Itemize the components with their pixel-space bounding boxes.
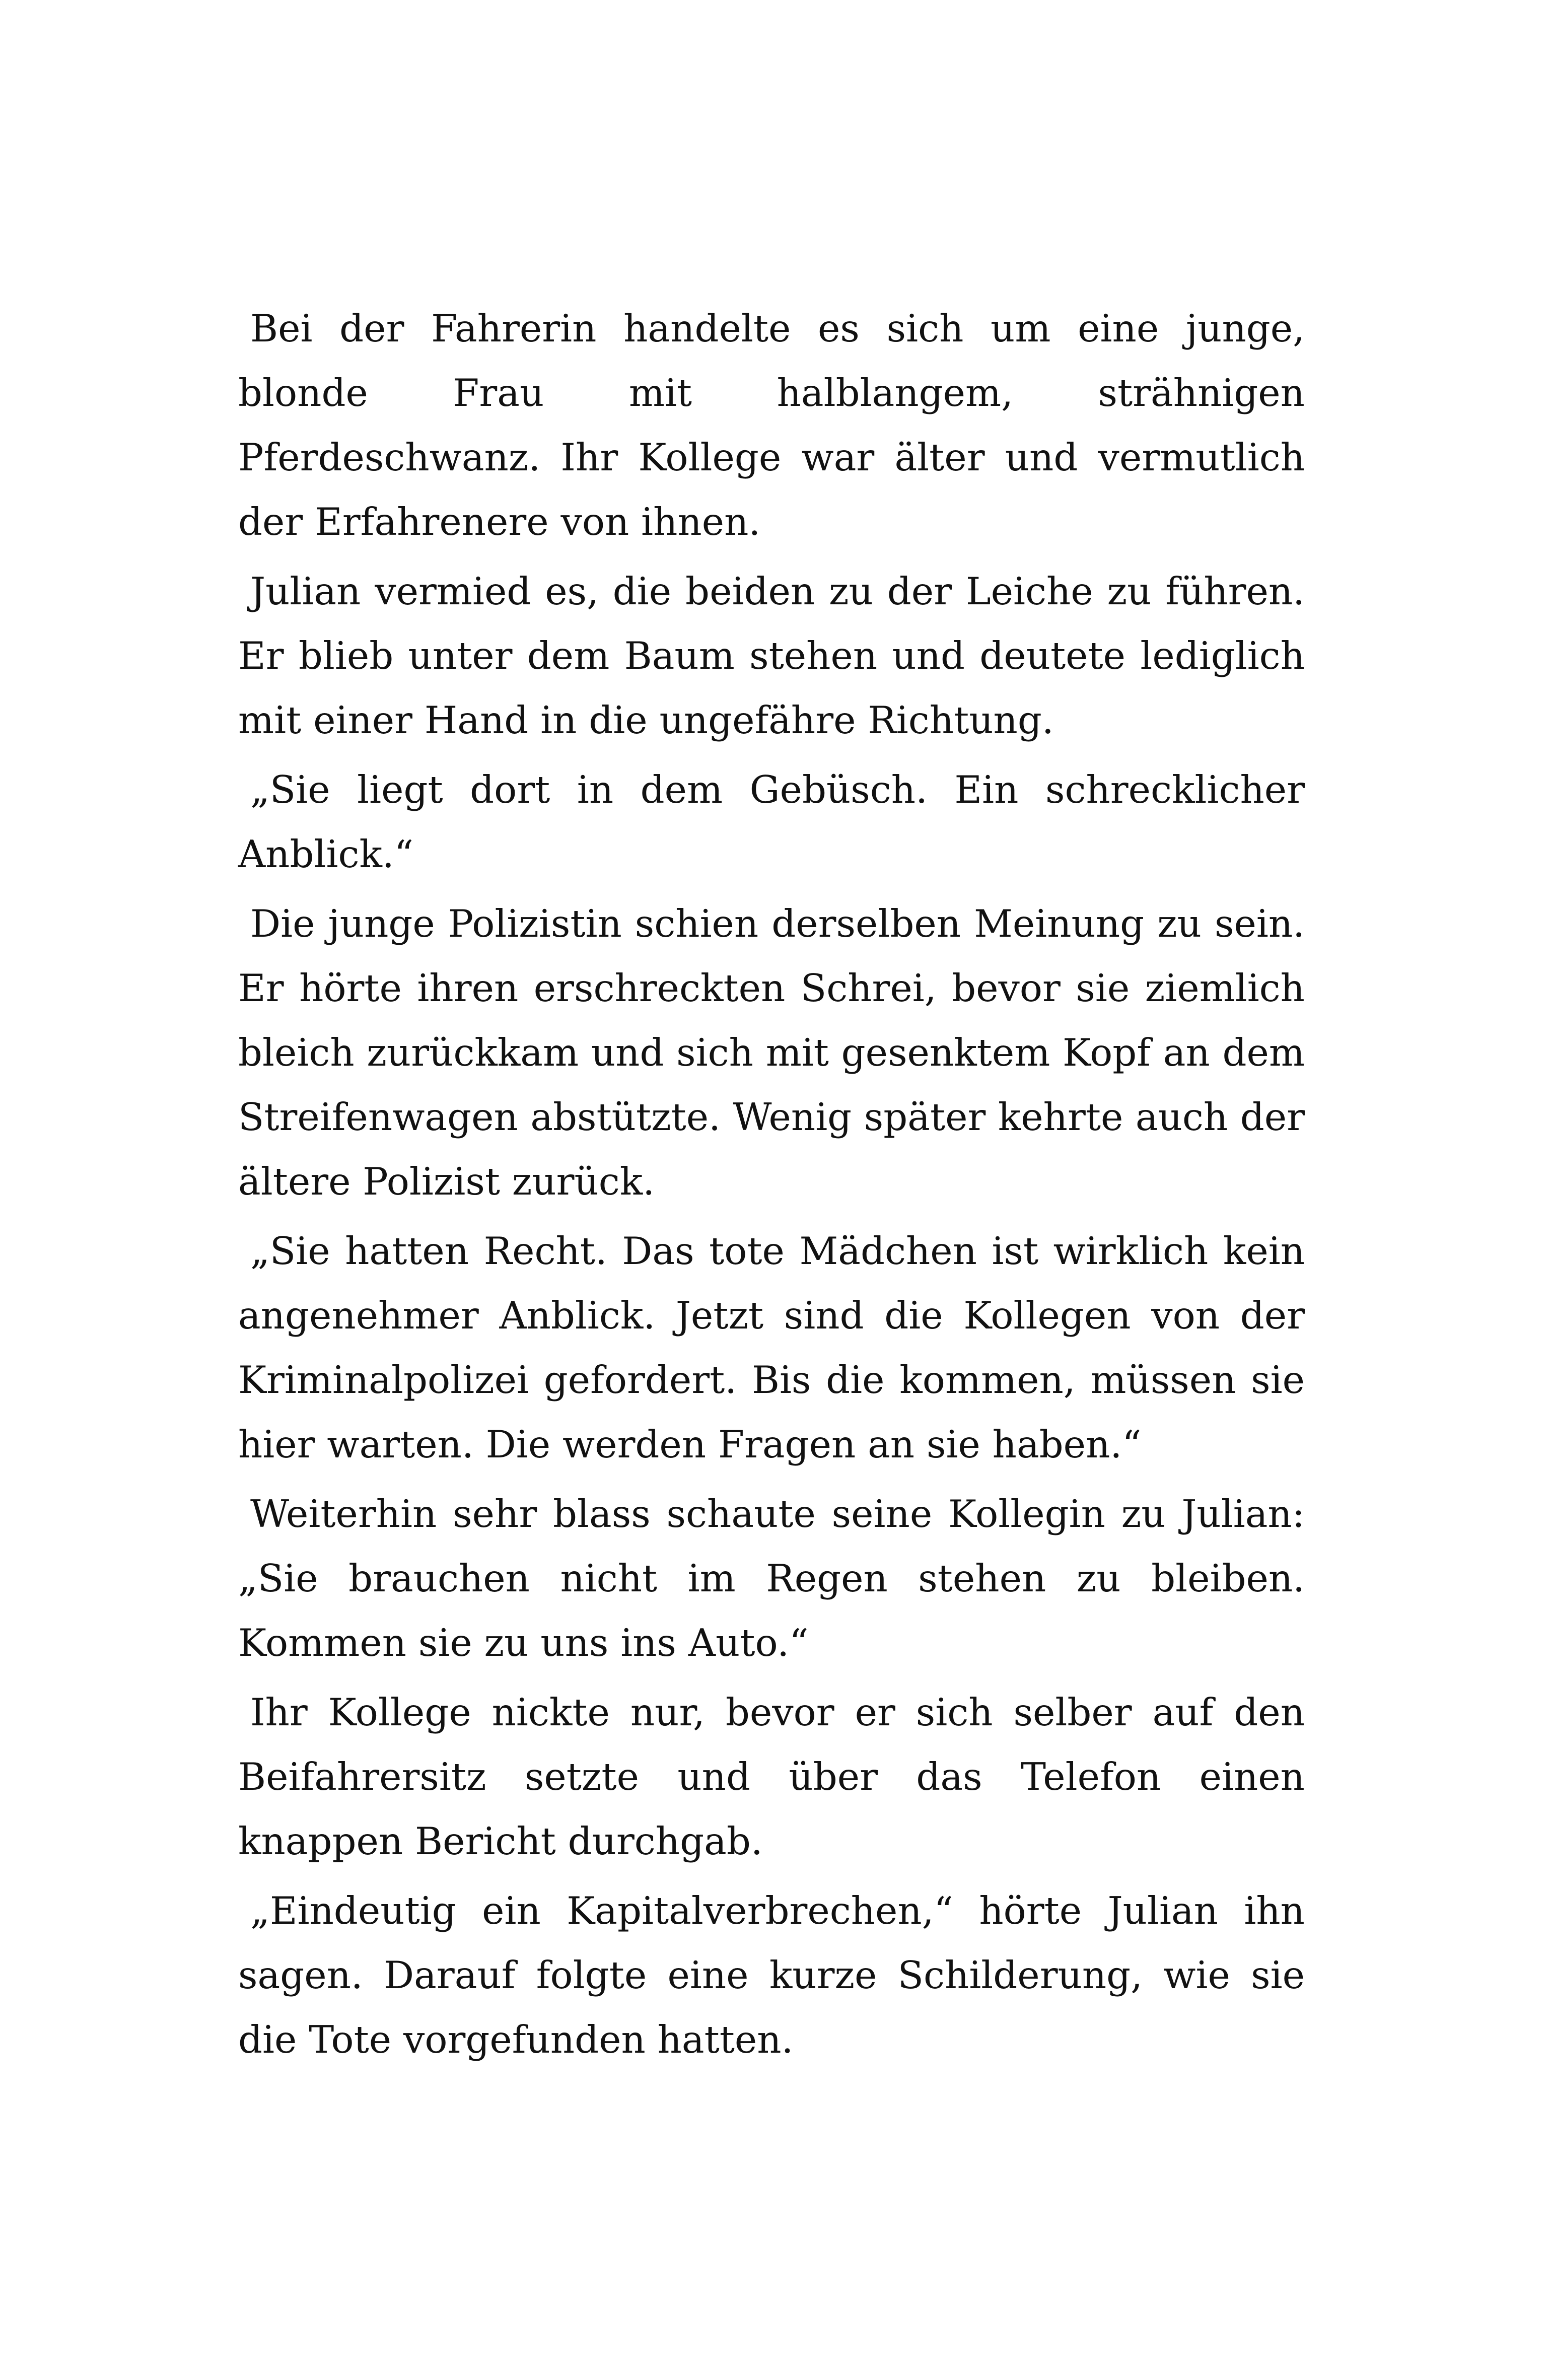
body-text [238, 296, 1305, 2077]
paragraph: Ihr Kollege nickte nur, bevor er sich selber auf den Beifahrersitz setzte und über das Telefon einen knappen Bericht durchgab. [238, 1690, 1305, 1863]
paragraph: Julian vermied es, die beiden zu der Leiche zu führen. Er blieb unter dem Baum stehen und deutete lediglich mit einer Hand in die ungefähre Richtung. [238, 569, 1305, 742]
paragraph: „Eindeutig ein Kapitalverbrechen,“ hörte Julian ihn sagen. Darauf folgte eine kurze Schilderung, wie sie die Tote vorgefunden hatten. [238, 1888, 1305, 2062]
paragraph: Weiterhin sehr blass schaute seine Kollegin zu Julian: „Sie brauchen nicht im Regen stehen zu bleiben. Kommen sie zu uns ins Auto.“ [238, 1492, 1305, 1665]
paragraph: Die junge Polizistin schien derselben Meinung zu sein. Er hörte ihren erschreckten Schrei, bevor sie ziemlich bleich zurückkam und sich mit gesenktem Kopf an dem Streifenwagen abstützte. Wenig später kehrte auch der ältere Polizist zurück. [238, 901, 1305, 1204]
paragraph: Bei der Fahrerin handelte es sich um eine junge, blonde Frau mit halblangem, strähnigen Pferdeschwanz. Ihr Kollege war älter und vermutlich der Erfahrenere von ihnen. [238, 306, 1305, 544]
paragraph: „Sie liegt dort in dem Gebüsch. Ein schrecklicher Anblick.“ [238, 767, 1305, 876]
paragraph: „Sie hatten Recht. Das tote Mädchen ist wirklich kein angenehmer Anblick. Jetzt sind die Kollegen von der Kriminalpolizei gefordert. Bis die kommen, müssen sie hier warten. Die werden Fragen an sie haben.“ [238, 1229, 1305, 1466]
